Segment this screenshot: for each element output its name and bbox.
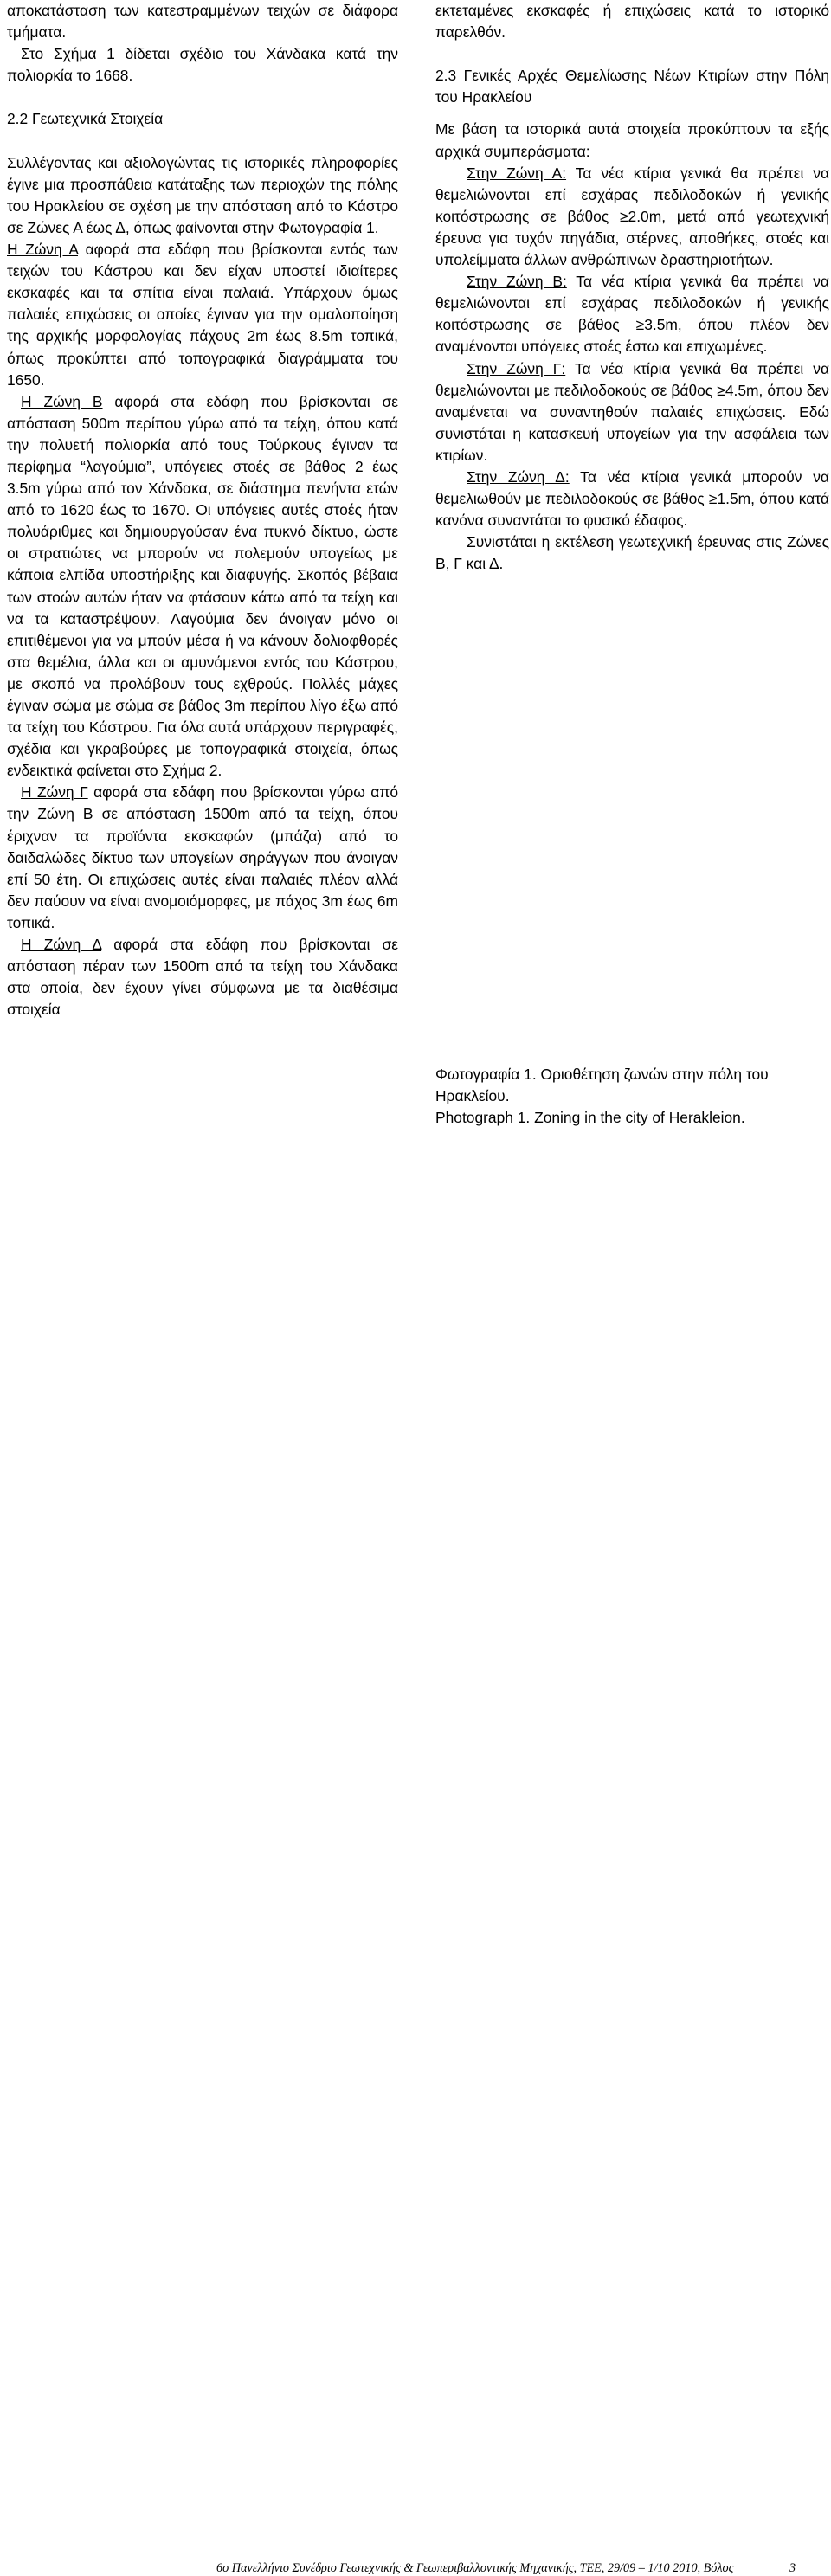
section-heading-2-3: 2.3 Γενικές Αρχές Θεμελίωσης Νέων Κτιρίων στην Πόλη του Ηρακλείου <box>435 67 829 106</box>
basis-paragraph: Με βάση τα ιστορικά αυτά στοιχεία προκύπτουν τα εξής αρχικά συμπεράσματα: <box>435 120 829 160</box>
right-column <box>435 0 829 575</box>
caption-english: Photograph 1. Zoning in the city of Herakleion. <box>435 1109 745 1127</box>
zone-c-paragraph: Η Ζώνη Γ αφορά στα εδάφη που βρίσκονται γύρω από την Ζώνη Β σε απόσταση 1500m από τα τείχη, όπου έριχναν τα προϊόντα εκσκαφών (μπάζα) από το δαιδαλώδες δίκτυο των υπογείων σηράγγων που άνοιγαν επί 50 έτη. Οι επιχώσεις αυτές είναι παλαιές πλέον αλλά δεν παύουν να είναι ανομοιόμορφες, με πάχος 3m έως 6m τοπικά. <box>7 783 398 931</box>
zone-a-label: Η Ζώνη Α <box>7 241 78 259</box>
zone-b-rule-label: Στην Ζώνη Β: <box>467 273 567 291</box>
recommendation-paragraph: Συνιστάται η εκτέλεση γεωτεχνική έρευνας στις Ζώνες Β, Γ και Δ. <box>435 533 829 573</box>
left-column <box>7 0 398 1021</box>
zone-b-paragraph: Η Ζώνη Β αφορά στα εδάφη που βρίσκονται σε απόσταση 500m περίπου γύρω από τα τείχη, όπου κατά την πολυετή πολιορκία από τους Τούρκους έγιναν τα περίφημα “λαγούμια”, υπόγειες στοές σε βάθος 2 έως 3.5m γύρω από τον Χάνδακα, σε διάστημα πενήντα ετών από το 1620 έως το 1670. Οι υπόγειες αυτές στοές ήταν πολυάριθμες και δημιουργούσαν ένα πυκνό δίκτυο, ώστε οι στρατιώτες να μπορούν να πολεμούν υπογείως με κάποια ελπίδα υποστήριξης και διαφυγής. Σκοπός βέβαια των στοών αυτών ήταν να φτάσουν κάτω από τα τείχη και να τα καταστρέψουν. Λαγούμια δεν άνοιγαν μόνο οι επιτιθέμενοι για να μπούν μέσα ή να κάνουν δολιοφθορές στα θεμέλια, άλλα και οι αμυνόμενοι εντός του Κάστρου, με σκοπό να προλάβουν τους εχθρούς. Πολλές μάχες έγιναν σώμα με σώμα σε βάθος 3m περίπου λίγο έξω από τα τείχη του Κάστρου. Για όλα αυτά υπάρχουν περιγραφές, σχέδια και γκραβούρες με τοπογραφικά στοιχεία, όπως ενδεικτικά φαίνεται στο Σχήμα 2. <box>7 392 399 780</box>
zone-c-rule-paragraph: Στην Ζώνη Γ: Τα νέα κτίρια γενικά θα πρέπει να θεμελιώνονται με πεδιλοδοκούς σε βάθος ≥4.5m, όπου δεν αναμένεται να συναντηθούν παλαιές επιχώσεις. Εδώ συνιστάται η κατασκευή υπογείων για την ασφάλεια των κτιρίων. <box>435 359 830 464</box>
page-number: 3 <box>789 2561 796 2575</box>
zone-a-rule-paragraph: Στην Ζώνη Α: Τα νέα κτίρια γενικά θα πρέπει να θεμελιώνονται επί εσχάρας πεδιλοδοκών ή γενικής κοιτόστρωσης σε βάθος ≥2.0m, μετά από γεωτεχνική έρευνα για τυχόν πηγάδια, στέρνες, αποθήκες, στοές και υπολείμματα άλλων ανθρώπινων δραστηριοτήτων. <box>435 164 829 269</box>
zone-c-rule-label: Στην Ζώνη Γ: <box>467 359 566 377</box>
section-heading-2-2: 2.2 Γεωτεχνικά Στοιχεία <box>7 110 164 128</box>
continuation-paragraph: εκτεταμένες εκσκαφές ή επιχώσεις κατά το ιστορικό παρελθόν. <box>435 2 829 42</box>
page-footer <box>0 1281 831 2575</box>
zone-a-rule-label: Στην Ζώνη Α: <box>467 164 567 182</box>
intro-paragraph: αποκατάσταση των κατεστραμμένων τειχών σε διάφορα τμήματα. <box>7 2 398 42</box>
zone-b-rule-paragraph: Στην Ζώνη Β: Τα νέα κτίρια γενικά θα πρέπει να θεμελιώνονται επί εσχάρας πεδιλοδοκών ή γενικής κοιτόστρωσης σε βάθος ≥3.5m, όπου πλέον δεν αναμένονται υπόγειες στοές έστω και επιχωμένες. <box>435 273 829 356</box>
caption-greek: Φωτογραφία 1. Οριοθέτηση ζωνών στην πόλη του Ηρακλείου. <box>435 1066 769 1105</box>
zone-d-rule-label: Στην Ζώνη Δ: <box>467 467 570 486</box>
conference-footer-text: 6ο Πανελλήνιο Συνέδριο Γεωτεχνικής & Γεωπεριβαλλοντικής Μηχανικής, ΤΕΕ, 29/09 – 1/10 2010, Βόλος <box>216 2561 734 2575</box>
zone-b-label: Η Ζώνη Β <box>21 392 103 410</box>
zone-c-label: Η Ζώνη Γ <box>21 783 88 802</box>
zone-a-paragraph: Η Ζώνη Α αφορά στα εδάφη που βρίσκονται εντός των τειχών του Κάστρου και δεν είχαν υποστεί ιδιαίτερες εκσκαφές και τα σπίτια είναι παλαιά. Υπάρχουν όμως παλαιές επιχώσεις οι οποίες έγιναν για την ομαλοποίηση της αρχικής μορφολογίας πάχους 2m έως 8.5m τοπικά, όπως προκύπτει από τοπογραφικά διαγράμματα του 1650. <box>7 241 398 389</box>
zone-d-rule-paragraph: Στην Ζώνη Δ: Τα νέα κτίρια γενικά μπορούν να θεμελιωθούν με πεδιλοδοκούς σε βάθος ≥1.5m, όπου κατά κανόνα συναντάται το φυσικό έδαφος. <box>435 467 829 530</box>
photograph-caption <box>435 1064 829 1129</box>
figure-reference-paragraph: Στο Σχήμα 1 δίδεται σχέδιο του Χάνδακα κατά την πολιορκία το 1668. <box>7 45 398 85</box>
zone-d-paragraph: Η Ζώνη Δ αφορά στα εδάφη που βρίσκονται σε απόσταση πέραν των 1500m από τα τείχη του Χάνδακα στα οποία, δεν έχουν γίνει σύμφωνα με τα διαθέσιμα στοιχεία <box>7 936 398 1019</box>
zone-d-label: Η Ζώνη Δ <box>21 936 102 954</box>
collection-paragraph: Συλλέγοντας και αξιολογώντας τις ιστορικές πληροφορίες έγινε μια προσπάθεια κατάταξης των περιοχών της πόλης του Ηρακλείου σε σχέση με την απόσταση από το Κάστρο σε Ζώνες Α έως Δ, όπως φαίνονται στην Φωτογραφία 1. <box>7 153 398 236</box>
